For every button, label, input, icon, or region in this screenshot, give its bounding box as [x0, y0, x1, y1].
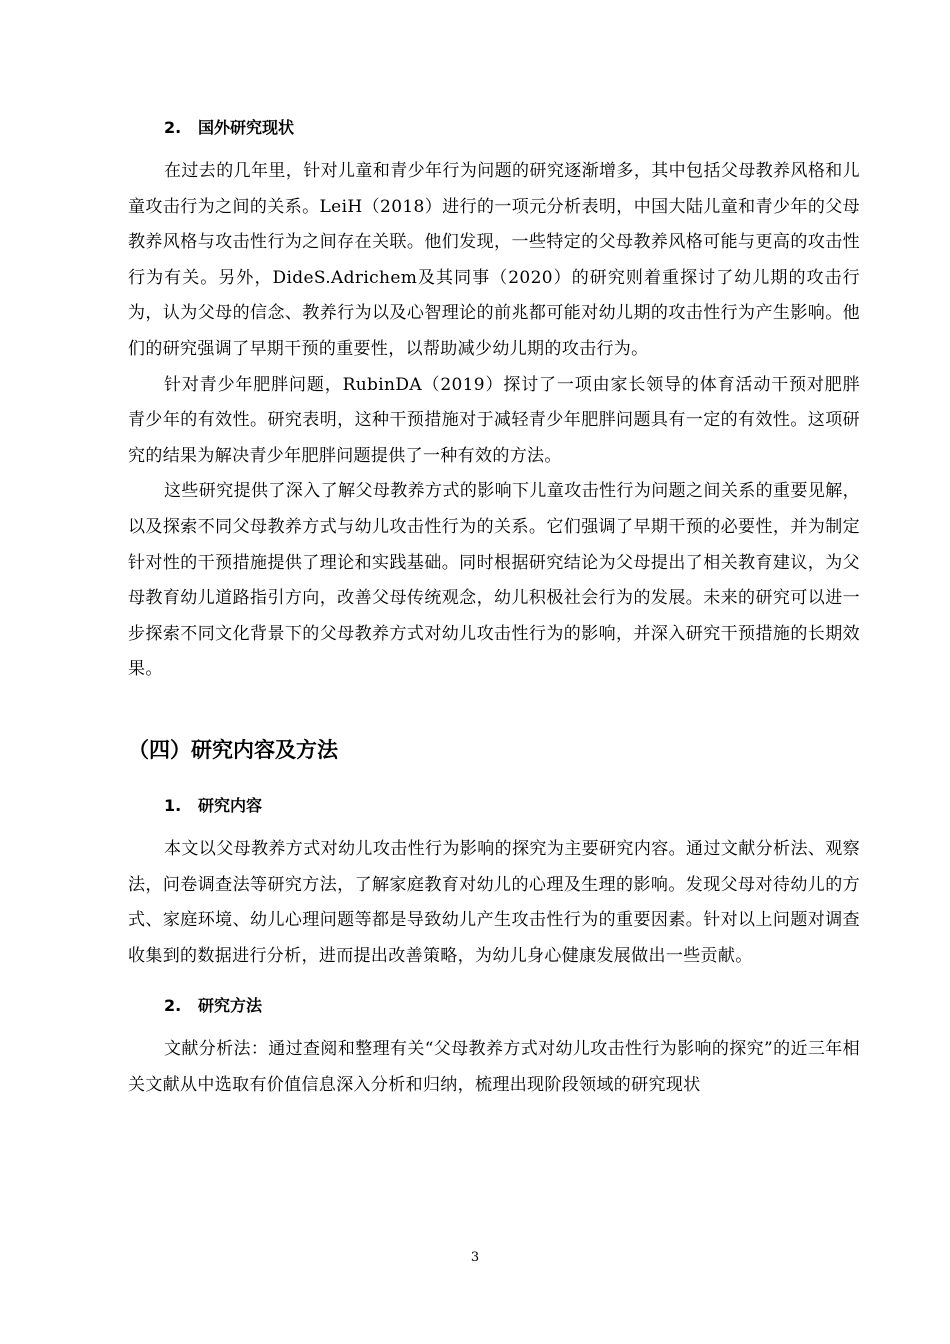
paragraph-method-1: 文献分析法：通过查阅和整理有关“父母教养方式对幼儿攻击性行为影响的探究”的近三年相关文献从中选取有价值信息深入分析和归纳，梳理出现阶段领域的研究现状	[128, 1039, 860, 1095]
heading-number: 1.	[164, 795, 182, 815]
page-number: 3	[470, 1250, 480, 1265]
heading-title: 研究方法	[198, 996, 263, 1016]
paragraph-foreign-3: 这些研究提供了深入了解父母教养方式的影响下儿童攻击性行为问题之间关系的重要见解，以及探索不同父母教养方式与幼儿攻击性行为的关系。它们强调了早期干预的必要性，并为制定针对性的干预措施提供了理论和实践基础。同时根据研究结论为父母提出了相关教育建议，为父母教育幼儿道路指引方向，改善父母传统观念，幼儿积极社会行为的发展。未来的研究可以进一步探索不同文化背景下的父母教养方式对幼儿攻击性行为的影响，并深入研究干预措施的长期效果。	[128, 481, 860, 680]
heading-foreign-research	[128, 112, 860, 144]
heading-title: 国外研究现状	[198, 118, 295, 137]
paragraph-foreign-1: 在过去的几年里，针对儿童和青少年行为问题的研究逐渐增多，其中包括父母教养风格和儿童攻击行为之间的关系。LeiH（2018）进行的一项元分析表明，中国大陆儿童和青少年的父母教养风格与攻击性行为之间存在关联。他们发现，一些特定的父母教养风格可能与更高的攻击性行为有关。另外，DideS.Adrichem及其同事（2020）的研究则着重探讨了幼儿期的攻击行为，认为父母的信念、教养行为以及心智理论的前兆都可能对幼儿期的攻击性行为产生影响。他们的研究强调了早期干预的重要性，以帮助减少幼儿期的攻击行为。	[128, 161, 860, 359]
heading-research-method	[128, 990, 860, 1022]
chapter-heading: （四）研究内容及方法	[128, 737, 338, 762]
heading-title: 研究内容	[198, 795, 263, 815]
heading-research-content	[128, 790, 860, 822]
heading-number: 2.	[164, 118, 182, 137]
page-content	[128, 112, 860, 1103]
paragraph-content-1: 本文以父母教养方式对幼儿攻击性行为影响的探究为主要研究内容。通过文献分析法、观察法，问卷调查法等研究方法，了解家庭教育对幼儿的心理及生理的影响。发现父母对待幼儿的方式、家庭环境、幼儿心理问题等都是导致幼儿产生攻击性行为的重要因素。针对以上问题对调查收集到的数据进行分析，进而提出改善策略，为幼儿身心健康发展做出一些贡献。	[128, 838, 860, 966]
paragraph-foreign-2: 针对青少年肥胖问题，RubinDA（2019）探讨了一项由家长领导的体育活动干预对肥胖青少年的有效性。研究表明，这种干预措施对于减轻青少年肥胖问题具有一定的有效性。这项研究的结果为解决青少年肥胖问题提供了一种有效的方法。	[128, 374, 860, 466]
heading-number: 2.	[164, 996, 182, 1016]
